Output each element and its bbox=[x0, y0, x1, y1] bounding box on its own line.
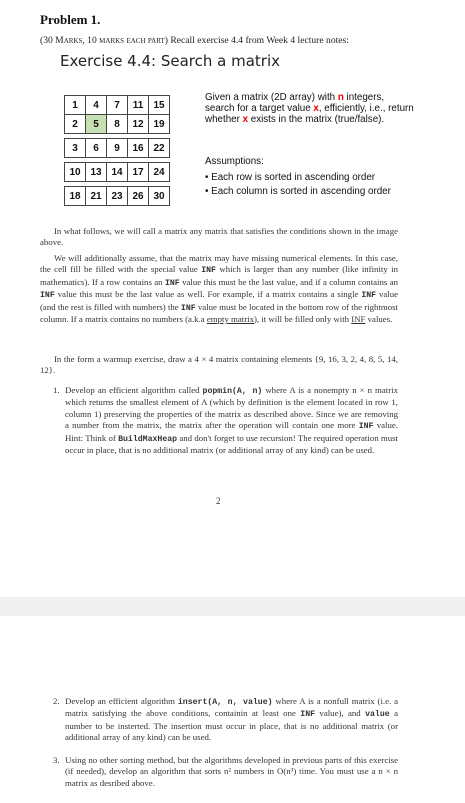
matrix-row bbox=[65, 139, 170, 158]
inf-code: INF bbox=[164, 278, 180, 288]
matrix-cell: 2 bbox=[65, 115, 86, 134]
given-text-2: integers, search for a target value bbox=[205, 92, 385, 114]
p2-text: values. bbox=[365, 314, 393, 325]
inf-code: INF bbox=[40, 291, 55, 301]
matrix-row bbox=[65, 96, 170, 115]
matrix-cell: 7 bbox=[107, 96, 128, 115]
p2-text: value (and the rest is filled with numbers) the bbox=[40, 289, 399, 312]
matrix-cell: 17 bbox=[128, 163, 149, 182]
matrix-cell: 9 bbox=[107, 139, 128, 158]
p2-text: ), it will be filled only with bbox=[254, 314, 352, 325]
matrix-cell: 13 bbox=[86, 163, 107, 182]
insert-code: insert(A, n, value) bbox=[177, 698, 273, 707]
p2-text: value must be located in the bottom row of the rightmost column. If a matrix contains no numbers (a.k.a bbox=[40, 301, 398, 325]
item-1-text bbox=[65, 385, 398, 456]
p2-text: We will additionally assume, that the matrix may have missing numerical elements. In this case, the cell fill be filled with the special value bbox=[40, 253, 398, 275]
matrix-row bbox=[65, 187, 170, 206]
inf-code: INF bbox=[358, 422, 374, 432]
matrix-cell: 22 bbox=[149, 139, 170, 158]
matrix-cell: 3 bbox=[65, 139, 86, 158]
inf-code: INF bbox=[361, 291, 377, 301]
matrix-cell: 11 bbox=[128, 96, 149, 115]
p2-text: which is larger than any number (like infinity in mathematics). If a row contains an bbox=[40, 264, 398, 287]
page-two bbox=[0, 616, 465, 803]
paragraph-definition: In what follows, we will call a matrix any matrix that satisfies the conditions shown in the image above. bbox=[40, 226, 398, 248]
item1-text: where A is a nonempty n × n matrix which returns the smallest element of A (which by definition is the element located in row 1, column 1) preserving the properties of the matrix as described above. Since we are removing a number from the matrix, the matrix after the operation will contain one more bbox=[65, 385, 398, 431]
matrix-cell: 5 bbox=[86, 115, 107, 134]
matrix-cell: 4 bbox=[86, 96, 107, 115]
assumption-item: • Each row is sorted in ascending order bbox=[205, 172, 391, 183]
inf-code: INF bbox=[300, 710, 316, 720]
assumptions bbox=[205, 156, 391, 200]
problem-intro: Recall exercise 4.4 from Week 4 lecture notes: bbox=[170, 35, 349, 46]
value-code: value bbox=[365, 710, 390, 720]
page-number: 2 bbox=[216, 496, 221, 506]
matrix-row bbox=[65, 115, 170, 134]
item2-text: value), and bbox=[315, 708, 366, 719]
matrix-cell: 24 bbox=[149, 163, 170, 182]
problem-subtitle bbox=[40, 35, 349, 46]
example-matrix bbox=[64, 95, 170, 206]
matrix-cell: 19 bbox=[149, 115, 170, 134]
given-text-3: , efficiently, i.e., return whether bbox=[205, 103, 414, 125]
matrix-cell: 16 bbox=[128, 139, 149, 158]
given-x: x bbox=[313, 103, 319, 114]
problem-title: Problem 1. bbox=[40, 12, 101, 27]
matrix-row bbox=[65, 163, 170, 182]
inf-term: INF bbox=[351, 314, 366, 325]
item-2-number: 2. bbox=[53, 696, 60, 706]
given-x-2: x bbox=[242, 114, 249, 125]
inf-code: INF bbox=[201, 266, 216, 276]
p2-text: value this must be the last value as well. For example, if a matrix contains a single bbox=[54, 289, 362, 300]
given-n: n bbox=[337, 92, 344, 103]
inf-code: INF bbox=[180, 303, 196, 313]
item-3-text: Using no other sorting method, but the algorithms developed in previous parts of this exercise (if needed), develop an algorithm that sorts n² numbers in O(n³) time. You must use a n × n matrix as desribed above. bbox=[65, 755, 398, 788]
problem-marks: (30 Marks, 10 marks each part) bbox=[40, 35, 168, 46]
matrix-cell: 10 bbox=[65, 163, 86, 182]
item1-text: Develop an efficient algorithm called bbox=[65, 385, 203, 395]
matrix-cell: 12 bbox=[128, 115, 149, 134]
buildmaxheap-code: BuildMaxHeap bbox=[118, 434, 178, 444]
item1-text: value. Hint: Think of bbox=[65, 420, 399, 443]
paragraph-inf bbox=[40, 253, 398, 325]
page-gap bbox=[0, 597, 465, 616]
exercise-description bbox=[205, 92, 415, 125]
matrix-cell: 6 bbox=[86, 139, 107, 158]
matrix-cell: 1 bbox=[65, 96, 86, 115]
matrix-cell: 15 bbox=[149, 96, 170, 115]
matrix-cell: 26 bbox=[128, 187, 149, 206]
matrix-cell: 8 bbox=[107, 115, 128, 134]
item-3-number: 3. bbox=[53, 755, 60, 765]
item1-text: and don't forget to use recursion! The required operation must occur in place, that is no additional matrix (or additional array of any kind) can be used. bbox=[65, 432, 398, 456]
popmin-code: popmin(A, n) bbox=[202, 387, 263, 396]
given-text-1: Given a matrix (2D array) with bbox=[205, 92, 338, 103]
matrix-cell: 21 bbox=[86, 187, 107, 206]
assumptions-label: Assumptions: bbox=[205, 156, 264, 167]
empty-matrix-term: empty matrix bbox=[206, 314, 255, 325]
item2-text: where A is a nonfull matrix (i.e. a matrix satisfying the above conditions, containin at least one bbox=[65, 696, 398, 719]
assumptions-list bbox=[205, 172, 391, 197]
item-1-number: 1. bbox=[53, 385, 60, 395]
given-text-4: exists in the matrix (true/false). bbox=[248, 114, 385, 125]
item2-text: a number to be insterted. The insertion must occur in place, that is no additional matrix (or additional array of any kind) can be used. bbox=[65, 708, 398, 743]
matrix-cell: 18 bbox=[65, 187, 86, 206]
assumption-item: • Each column is sorted in ascending order bbox=[205, 186, 391, 197]
item-2-text bbox=[65, 696, 398, 744]
p2-text: value this must be the last value, and if a column contains an bbox=[179, 276, 398, 287]
exercise-title: Exercise 4.4: Search a matrix bbox=[60, 52, 281, 70]
matrix-cell: 30 bbox=[149, 187, 170, 206]
matrix-cell: 23 bbox=[107, 187, 128, 206]
paragraph-warmup: In the form a warmup exercise, draw a 4 × 4 matrix containing elements {9, 16, 3, 2, 4, 8, 5, 14, 12}. bbox=[40, 354, 398, 376]
matrix-cell: 14 bbox=[107, 163, 128, 182]
item2-text: Develop an efficient algorithm bbox=[65, 696, 178, 706]
